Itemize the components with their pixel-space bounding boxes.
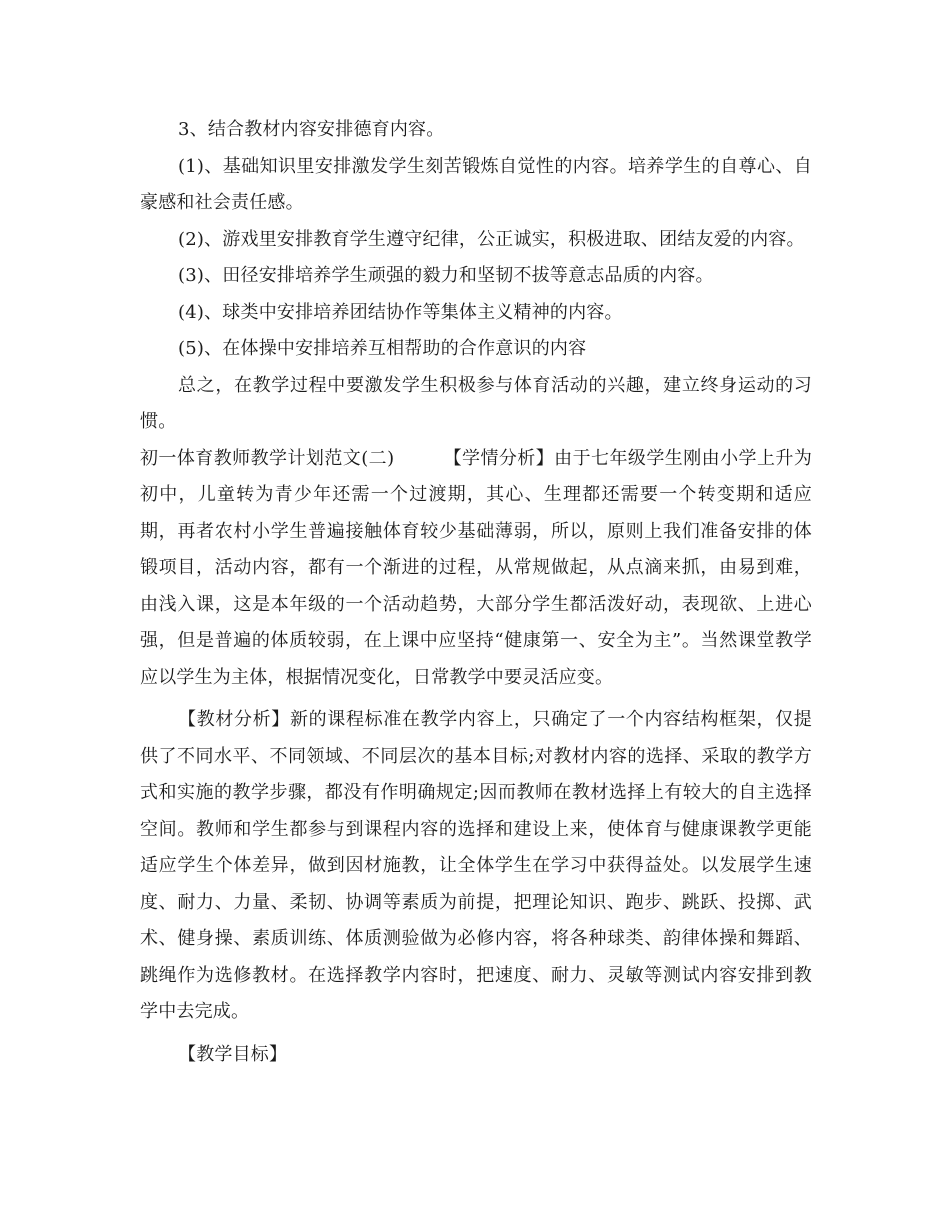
paragraph-material-analysis: 【教材分析】新的课程标准在教学内容上，只确定了一个内容结构框架，仅提供了不同水平、不同领域、不同层次的基本目标;对教材内容的选择、采取的教学方式和实施的教学步骤，都没有作明确规定;因而教师在教材选择上有较大的自主选择空间。教师和学生都参与到课程内容的选择和建设上来，使体育与健康课教学更能适应学生个体差异，做到因材施教，让全体学生在学习中获得益处。以发展学生速度、耐力、力量、柔韧、协调等素质为前提，把理论知识、跑步、跳跃、投掷、武术、健身操、素质训练、体质测验做为必修内容，将各种球类、韵律体操和舞蹈、跳绳作为选修教材。在选择教学内容时，把速度、耐力、灵敏等测试内容安排到教学中去完成。	[140, 709, 812, 1022]
paragraph-item-1: (1)、基础知识里安排激发学生刻苦锻炼自觉性的内容。培养学生的自尊心、自豪感和社会责任感。	[140, 155, 812, 213]
document-body	[140, 112, 812, 1073]
section-title: 初一体育教师教学计划范文(二)	[140, 447, 395, 469]
learning-analysis-text: 【学情分析】由于七年级学生刚由小学上升为初中，儿童转为青少年还需一个过渡期，其心、生理都还需要一个转变期和适应期，再者农村小学生普遍接触体育较少基础薄弱，所以，原则上我们准备安排的体锻项目，活动内容，都有一个渐进的过程，从常规做起，从点滴来抓，由易到难，由浅入课，这是本年级的一个活动趋势，大部分学生都活泼好动，表现欲、上进心强，但是普遍的体质较弱，在上课中应坚持“健康第一、安全为主”。当然课堂教学应以学生为主体，根据情况变化，日常教学中要灵活应变。	[140, 447, 813, 688]
paragraph-moral-education-heading: 3、结合教材内容安排德育内容。	[178, 119, 445, 140]
title-spacer	[394, 448, 443, 469]
paragraph-item-4: (4)、球类中安排培养团结协作等集体主义精神的内容。	[178, 301, 623, 323]
paragraph-teaching-goals-heading: 【教学目标】	[178, 1043, 288, 1065]
paragraph-item-2: (2)、游戏里安排教育学生遵守纪律，公正诚实，积极进取、团结友爱的内容。	[178, 228, 805, 250]
paragraph-learning-analysis	[140, 441, 812, 697]
paragraph-item-3: (3)、田径安排培养学生顽强的毅力和坚韧不拔等意志品质的内容。	[178, 265, 714, 286]
paragraph-summary: 总之，在教学过程中要激发学生积极参与体育活动的兴趣，建立终身运动的习惯。	[140, 374, 812, 432]
paragraph-item-5: (5)、在体操中安排培养互相帮助的合作意识的内容	[178, 338, 587, 359]
